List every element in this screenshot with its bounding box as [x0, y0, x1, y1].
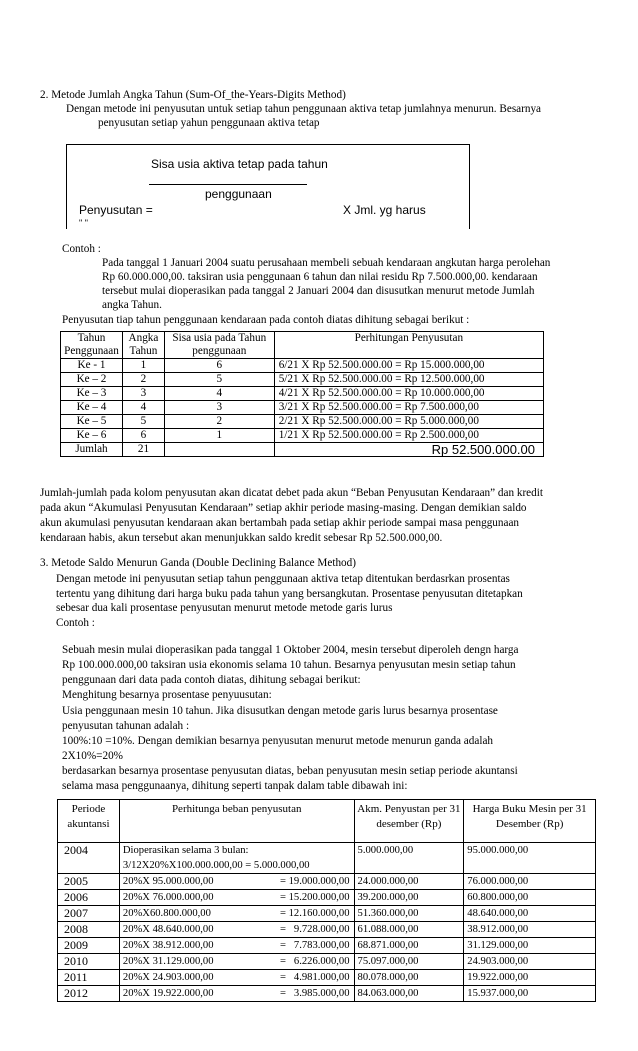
period-cell: 2011: [58, 970, 120, 986]
header-periode: Periode akuntansi: [58, 800, 120, 843]
table-row: [58, 874, 596, 890]
example-1-line-3: tersebut mulai dioperasikan pada tanggal 2 Januari 2004 dan disusutkan menurut metode Jumlah: [102, 285, 535, 297]
example-2-line-4: Menghitung besarnya prosentase penyuusutan:: [62, 689, 272, 701]
calc-cell: 3/21 X Rp 52.500.000.00 = Rp 7.500.000,00: [274, 401, 543, 415]
calc-cell: [119, 970, 354, 986]
formula-rhs: X Jml. yg harus: [343, 203, 426, 217]
calc-cell: [119, 986, 354, 1002]
sisa-cell: 6: [164, 359, 274, 373]
calc-result: = 19.000.000,00: [279, 876, 350, 887]
calc-formula: 20%X 19.922.000,00: [122, 988, 214, 999]
akm-cell: 68.871.000,00: [354, 938, 464, 954]
paragraph-line-3: akun akumulasi penyusutan kendaraan akan bertambah pada setiap akhir periode sampai masa penggunaan: [40, 517, 520, 529]
total-value: Rp 52.500.000.00: [274, 443, 543, 457]
paragraph-line-2: pada akun “Akumulasi Penyusutan Kendaraan” setiap akhir periode masing-masing. Dengan demikian saldo: [40, 502, 527, 514]
header-perhitungan: Perhitunga beban penyusutan: [119, 800, 354, 843]
header-angka: Angka Tahun: [122, 332, 164, 359]
book-cell: 38.912.000,00: [464, 922, 596, 938]
section-3-line-3: sebesar dua kali prosentase penyusutan menurut metode metode garis lurus: [56, 602, 393, 614]
calc-cell: 1/21 X Rp 52.500.000.00 = Rp 2.500.000,00: [274, 429, 543, 443]
table-row: [61, 359, 544, 373]
angka-cell: 5: [122, 415, 164, 429]
example-2-line-2: Rp 100.000.000,00 taksiran usia ekonomis selama 10 tahun. Besarnya penyusutan mesin setiap tahun: [62, 659, 516, 671]
total-label: Jumlah: [61, 443, 123, 457]
calc-formula: 20%X 48.640.000,00: [122, 924, 214, 935]
section-2-intro-line-1: Dengan metode ini penyusutan untuk setiap tahun penggunaan aktiva tetap jumlahnya menurun. Besarnya: [66, 103, 542, 115]
table-row: [61, 373, 544, 387]
calc-cell: [119, 874, 354, 890]
calc-formula: 20%X 38.912.000,00: [122, 940, 214, 951]
table-row: [61, 387, 544, 401]
table-row: [58, 843, 596, 874]
table-row: [58, 890, 596, 906]
book-cell: 76.000.000,00: [464, 874, 596, 890]
calc-result: = 12.160.000,00: [279, 908, 350, 919]
tahun-cell: Ke – 5: [61, 415, 123, 429]
example-2-line-3: penggunaan dari data pada contoh diatas, dihitung sebagai berikut:: [62, 674, 361, 686]
akm-cell: 51.360.000,00: [354, 906, 464, 922]
calc-cell: [119, 922, 354, 938]
angka-cell: 2: [122, 373, 164, 387]
header-harga-buku: Harga Buku Mesin per 31 Desember (Rp): [464, 800, 596, 843]
calc-cell: [119, 938, 354, 954]
calc-result: = 4.981.000,00: [279, 972, 350, 983]
calc-formula: 20%X60.800.000,00: [122, 908, 211, 919]
section-3-line-2: tertentu yang dihitung dari harga buku pada tahun yang bersangkutan. Prosentase penyusutan ditetapkan: [56, 588, 523, 600]
header-perhitungan: Perhitungan Penyusutan: [274, 332, 543, 359]
example-2-line-8: 2X10%=20%: [62, 750, 123, 762]
header-akumulasi: Akm. Penyustan per 31 desember (Rp): [354, 800, 464, 843]
paragraph-line-1: Jumlah-jumlah pada kolom penyusutan akan dicatat debet pada akun “Beban Penyusutan Kendaraan” dan kredit: [40, 487, 543, 499]
paragraph-line-4: kendaraan habis, akun tersebut akan menunjukkan saldo kredit sebesar Rp 52.500.000,00.: [40, 532, 443, 544]
total-years: 21: [122, 443, 164, 457]
formula-cut-text: " ": [79, 219, 88, 226]
period-cell: 2009: [58, 938, 120, 954]
sisa-cell: 3: [164, 401, 274, 415]
table-row: [58, 922, 596, 938]
period-cell: 2006: [58, 890, 120, 906]
tahun-cell: Ke - 1: [61, 359, 123, 373]
table-row: [61, 415, 544, 429]
calc-cell: 5/21 X Rp 52.500.000.00 = Rp 12.500.000,00: [274, 373, 543, 387]
akm-cell: 61.088.000,00: [354, 922, 464, 938]
calc-cell: [119, 843, 354, 874]
akm-cell: 39.200.000,00: [354, 890, 464, 906]
table-row: [61, 401, 544, 415]
section-2-heading: 2. Metode Jumlah Angka Tahun (Sum-Of_the-Years-Digits Method): [40, 89, 346, 101]
table-row: [58, 954, 596, 970]
period-cell: 2008: [58, 922, 120, 938]
tahun-cell: Ke – 4: [61, 401, 123, 415]
calc-formula: 20%X 95.000.000,00: [122, 876, 214, 887]
calc-result: = 9.728.000,00: [279, 924, 350, 935]
book-cell: 24.903.000,00: [464, 954, 596, 970]
period-cell: 2010: [58, 954, 120, 970]
table-row: [58, 986, 596, 1002]
tahun-cell: Ke – 3: [61, 387, 123, 401]
example-2-line-10: selama masa penggunaanya, dihitung seperti tanpak dalam table dibawah ini:: [62, 780, 408, 792]
formula-numerator-2: penggunaan: [205, 187, 272, 201]
calc-cell: 4/21 X Rp 52.500.000.00 = Rp 10.000.000,00: [274, 387, 543, 401]
akm-cell: 75.097.000,00: [354, 954, 464, 970]
book-cell: 95.000.000,00: [464, 843, 596, 874]
calc-line-2: 3/12X20%X100.000.000,00 = 5.000.000,00: [122, 860, 310, 871]
period-cell: 2012: [58, 986, 120, 1002]
table-total-row: [61, 443, 544, 457]
section-3-heading: 3. Metode Saldo Menurun Ganda (Double Declining Balance Method): [40, 557, 356, 569]
example-1-label: Contoh :: [62, 243, 101, 255]
book-cell: 19.922.000,00: [464, 970, 596, 986]
double-declining-table: [57, 799, 596, 1002]
period-cell: 2004: [58, 843, 120, 874]
formula-lhs: Penyusutan =: [79, 203, 153, 217]
calc-formula: 20%X 31.129.000,00: [122, 956, 214, 967]
calc-result: = 7.783.000,00: [279, 940, 350, 951]
example-2-line-5: Usia penggunaan mesin 10 tahun. Jika disusutkan dengan metode garis lurus besarnya prosentase: [62, 705, 498, 717]
example-2-line-1: Sebuah mesin mulai dioperasikan pada tanggal 1 Oktober 2004, mesin tersebut diperoleh dengn harga: [62, 644, 519, 656]
akm-cell: 84.063.000,00: [354, 986, 464, 1002]
section-3-line-1: Dengan metode ini penyusutan setiap tahun penggunaan aktiva tetap ditentukan berdasrkan prosentas: [56, 573, 510, 585]
tahun-cell: Ke – 2: [61, 373, 123, 387]
table-row: [58, 970, 596, 986]
angka-cell: 1: [122, 359, 164, 373]
sisa-cell: 1: [164, 429, 274, 443]
period-cell: 2005: [58, 874, 120, 890]
calc-result: = 15.200.000,00: [279, 892, 350, 903]
book-cell: 15.937.000,00: [464, 986, 596, 1002]
book-cell: 48.640.000,00: [464, 906, 596, 922]
calc-cell: [119, 890, 354, 906]
calc-formula: 20%X 24.903.000,00: [122, 972, 214, 983]
sisa-cell: 4: [164, 387, 274, 401]
sisa-cell: 5: [164, 373, 274, 387]
section-3-example-label: Contoh :: [56, 617, 95, 629]
calc-cell: 2/21 X Rp 52.500.000.00 = Rp 5.000.000,00: [274, 415, 543, 429]
fraction-line: [149, 184, 307, 185]
table-row: [58, 938, 596, 954]
example-1-line-1: Pada tanggal 1 Januari 2004 suatu perusahaan membeli sebuah kendaraan angkutan harga perolehan: [102, 257, 551, 269]
book-cell: 60.800.000,00: [464, 890, 596, 906]
calc-cell: [119, 954, 354, 970]
section-2-intro-line-2: penyusutan setiap yahun penggunaan aktiva tetap: [98, 117, 320, 129]
calc-cell: [119, 906, 354, 922]
example-2-line-9: berdasarkan besarnya prosentase penyusutan diatas, beban penyusutan mesin setiap periode akuntansi: [62, 765, 518, 777]
tahun-cell: Ke – 6: [61, 429, 123, 443]
header-tahun: Tahun Penggunaan: [61, 332, 123, 359]
table-header-row: [61, 332, 544, 359]
angka-cell: 3: [122, 387, 164, 401]
calc-result: = 6.226.000,00: [279, 956, 350, 967]
table-row: [61, 429, 544, 443]
book-cell: 31.129.000,00: [464, 938, 596, 954]
period-cell: 2007: [58, 906, 120, 922]
table-row: [58, 906, 596, 922]
akm-cell: 5.000.000,00: [354, 843, 464, 874]
angka-cell: 4: [122, 401, 164, 415]
header-sisa: Sisa usia pada Tahun penggunaan: [164, 332, 274, 359]
formula-numerator: Sisa usia aktiva tetap pada tahun: [151, 157, 328, 171]
formula-box: [66, 144, 470, 229]
example-1-line-4: angka Tahun.: [102, 299, 162, 311]
akm-cell: 24.000.000,00: [354, 874, 464, 890]
table-header-row: [58, 800, 596, 843]
example-1-line-5: Penyusutan tiap tahun penggunaan kendaraan pada contoh diatas dihitung sebagai berikut :: [62, 314, 470, 326]
example-2-line-7: 100%:10 =10%. Dengan demikian besarnya penyusutan menurut metode menurun ganda adalah: [62, 735, 493, 747]
total-blank: [164, 443, 274, 457]
calc-cell: 6/21 X Rp 52.500.000.00 = Rp 15.000.000,00: [274, 359, 543, 373]
calc-result: = 3.985.000,00: [279, 988, 350, 999]
sisa-cell: 2: [164, 415, 274, 429]
example-2-line-6: penyusutan tahunan adalah :: [62, 720, 190, 732]
example-1-line-2: Rp 60.000.000,00. taksiran usia penggunaan 6 tahun dan nilai residu Rp 7.500.000,00. kendaraan: [102, 271, 538, 283]
akm-cell: 80.078.000,00: [354, 970, 464, 986]
sum-of-years-table: [60, 331, 544, 457]
calc-line-1: Dioperasikan selama 3 bulan:: [122, 845, 249, 856]
calc-formula: 20%X 76.000.000,00: [122, 892, 214, 903]
angka-cell: 6: [122, 429, 164, 443]
